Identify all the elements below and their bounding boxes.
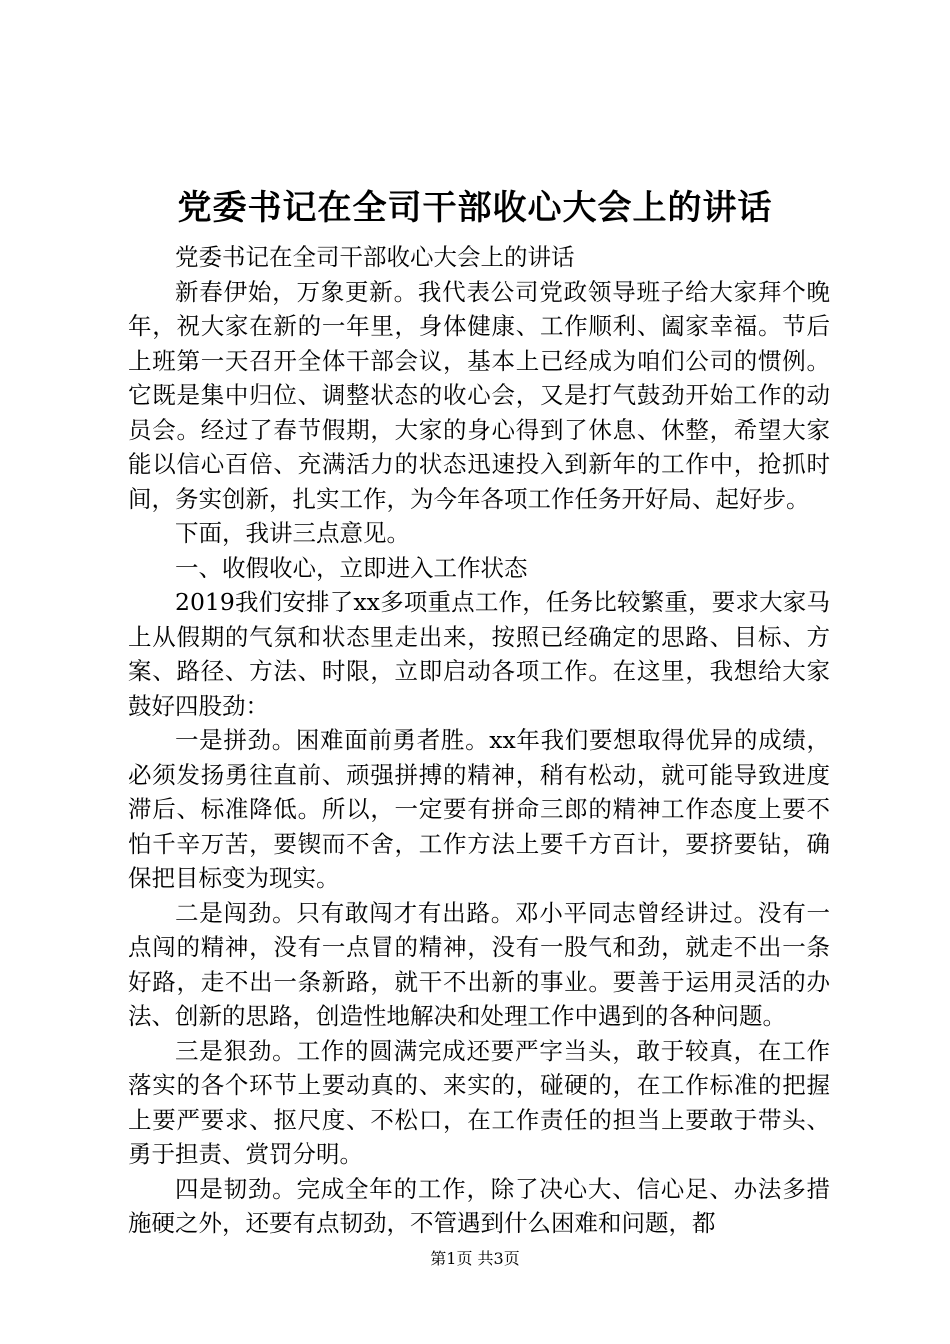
page-number: 第1页 共3页 xyxy=(430,1249,520,1268)
paragraph: 三是狠劲。工作的圆满完成还要严字当头，敢于较真，在工作落实的各个环节上要动真的、来实的，碰硬的，在工作标准的把握上要严要求、抠尺度、不松口，在工作责任的担当上要敢于带头、勇于担责、赏罚分明。 xyxy=(128,1036,830,1168)
paragraph-opening: 新春伊始，万象更新。我代表公司党政领导班子给大家拜个晚年，祝大家在新的一年里，身体健康、工作顺利、阖家幸福。节后上班第一天召开全体干部会议，基本上已经成为咱们公司的惯例。它既是集中归位、调整状态的收心会，又是打气鼓劲开始工作的动员会。经过了春节假期，大家的身心得到了休息、休整，希望大家能以信心百倍、充满活力的状态迅速投入到新年的工作中，抢抓时间，务实创新，扎实工作，为今年各项工作任务开好局、起好步。 xyxy=(128,277,830,513)
document-title: 党委书记在全司干部收心大会上的讲话 xyxy=(177,188,773,228)
document-body xyxy=(128,240,830,1241)
paragraph: 一是拼劲。困难面前勇者胜。xx年我们要想取得优异的成绩，必须发扬勇往直前、顽强拼搏的精神，稍有松动，就可能导致进度滞后、标准降低。所以，一定要有拼命三郎的精神工作态度上要不怕千辛万苦，要锲而不舍，工作方法上要千方百计，要挤要钻，确保把目标变为现实。 xyxy=(128,726,830,892)
section-heading-1: 一、收假收心，立即进入工作状态 xyxy=(175,553,528,582)
paragraph: 四是韧劲。完成全年的工作，除了决心大、信心足、办法多措施硬之外，还要有点韧劲，不管遇到什么困难和问题，都 xyxy=(128,1174,830,1237)
paragraph: 2019我们安排了xx多项重点工作，任务比较繁重，要求大家马上从假期的气氛和状态里走出来，按照已经确定的思路、目标、方案、路径、方法、时限，立即启动各项工作。在这里，我想给大家鼓好四股劲： xyxy=(128,588,830,720)
paragraph: 二是闯劲。只有敢闯才有出路。邓小平同志曾经讲过。没有一点闯的精神，没有一点冒的精神，没有一股气和劲，就走不出一条好路，走不出一条新路，就干不出新的事业。要善于运用灵活的办法、创新的思路，创造性地解决和处理工作中遇到的各种问题。 xyxy=(128,898,830,1030)
paragraph-intro: 下面，我讲三点意见。 xyxy=(175,519,410,547)
paragraph-subtitle: 党委书记在全司干部收心大会上的讲话 xyxy=(175,243,575,271)
